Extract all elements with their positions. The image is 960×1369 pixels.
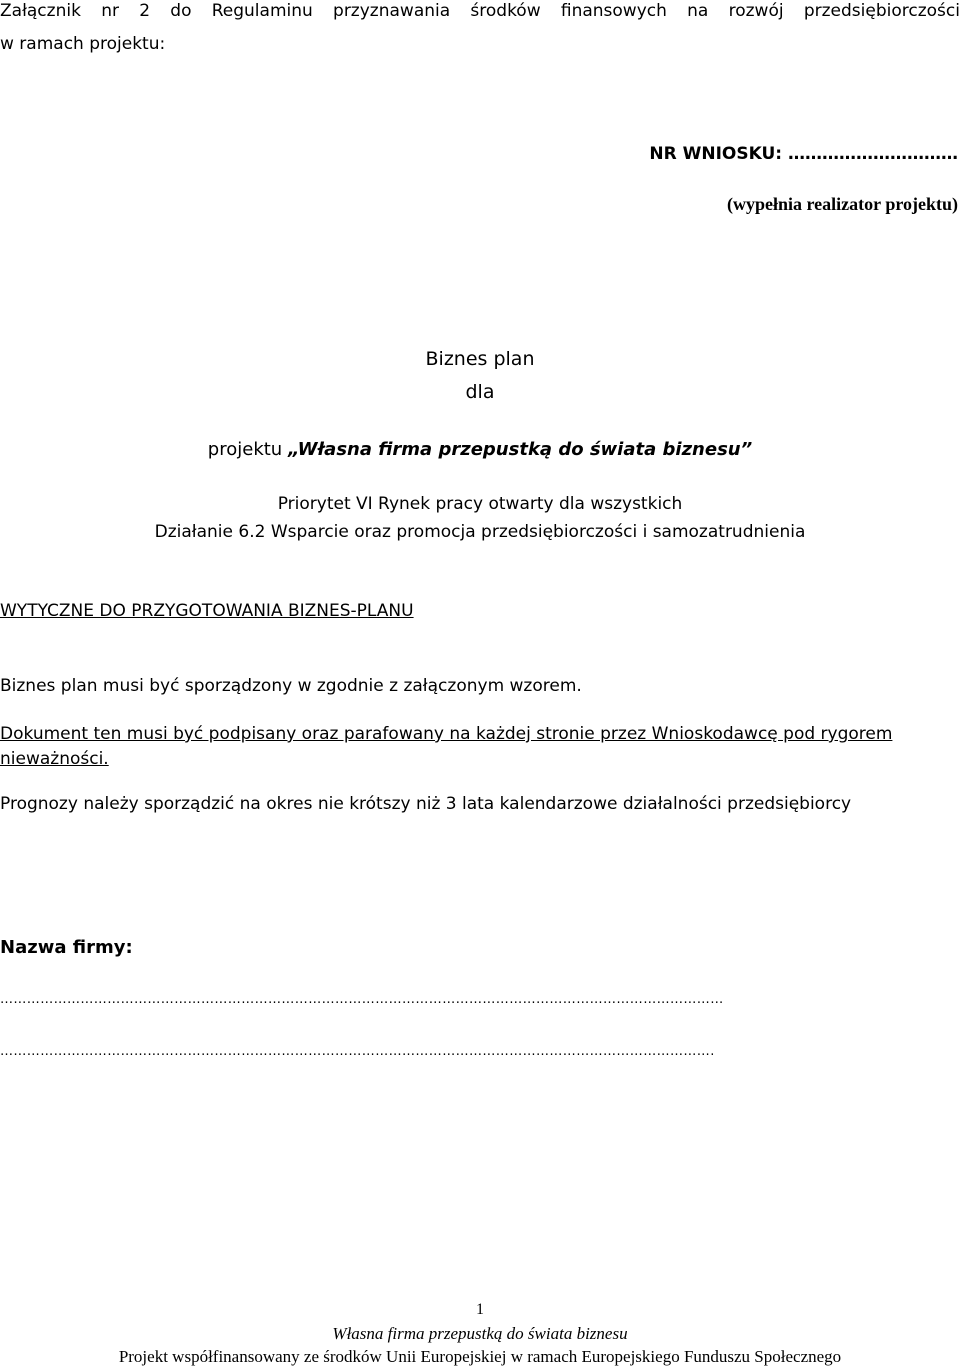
header-word-7: finansowych xyxy=(560,1,667,21)
header-word-10: przedsiębiorczości xyxy=(803,1,960,21)
header-word-2: 2 xyxy=(139,1,151,21)
guideline-paragraph-2: Dokument ten musi być podpisany oraz parafowany na każdej stronie przez Wnioskodawcę pod rygorem nieważności. xyxy=(0,724,893,769)
footer-project-name: Własna firma przepustką do świata biznesu xyxy=(332,1324,628,1343)
project-prefix: projektu xyxy=(207,439,283,460)
project-name: „Własna firma przepustką do świata biznesu” xyxy=(287,439,753,460)
header-word-9: rozwój xyxy=(728,1,784,21)
header-word-5: przyznawania xyxy=(333,1,451,21)
header-word-3: do xyxy=(170,1,192,21)
page-number: 1 xyxy=(476,1301,484,1318)
firm-name-field-line-2[interactable]: ……………………………………………………………………………………………………………………………………………. xyxy=(0,1045,715,1059)
application-number-label: NR WNIOSKU: ………………………… xyxy=(649,144,958,164)
guideline-paragraph-3: Prognozy należy sporządzić na okres nie krótszy niż 3 lata kalendarzowe działalności przedsiębiorcy xyxy=(0,794,852,814)
header-word-4: Regulaminu xyxy=(211,1,313,21)
document-title-for: dla xyxy=(465,381,495,403)
document-title: Biznes plan xyxy=(425,348,535,370)
guideline-paragraph-1: Biznes plan musi być sporządzony w zgodnie z załączonym wzorem. xyxy=(0,676,582,696)
header-word-1: nr xyxy=(101,1,119,21)
header-word-8: na xyxy=(687,1,709,21)
firm-name-label: Nazwa firmy: xyxy=(0,937,133,958)
guidelines-heading: WYTYCZNE DO PRZYGOTOWANIA BIZNES-PLANU xyxy=(0,601,414,621)
footer-funding-note: Projekt współfinansowany ze środków Unii Europejskiej w ramach Europejskiego Funduszu Społecznego xyxy=(118,1347,842,1366)
project-title xyxy=(0,438,960,462)
header-word-0: Załącznik xyxy=(0,1,81,21)
action-line: Działanie 6.2 Wsparcie oraz promocja przedsiębiorczości i samozatrudnienia xyxy=(154,522,806,542)
header-word-6: środków xyxy=(470,1,541,21)
firm-name-field-line-1[interactable]: ……………………………………………………………………………………………………………………………………………… xyxy=(0,993,724,1007)
header-attachment-line xyxy=(0,0,960,22)
priority-line: Priorytet VI Rynek pracy otwarty dla wszystkich xyxy=(277,494,683,514)
header-project-line: w ramach projektu: xyxy=(0,34,166,54)
application-number-note: (wypełnia realizator projektu) xyxy=(727,194,958,214)
